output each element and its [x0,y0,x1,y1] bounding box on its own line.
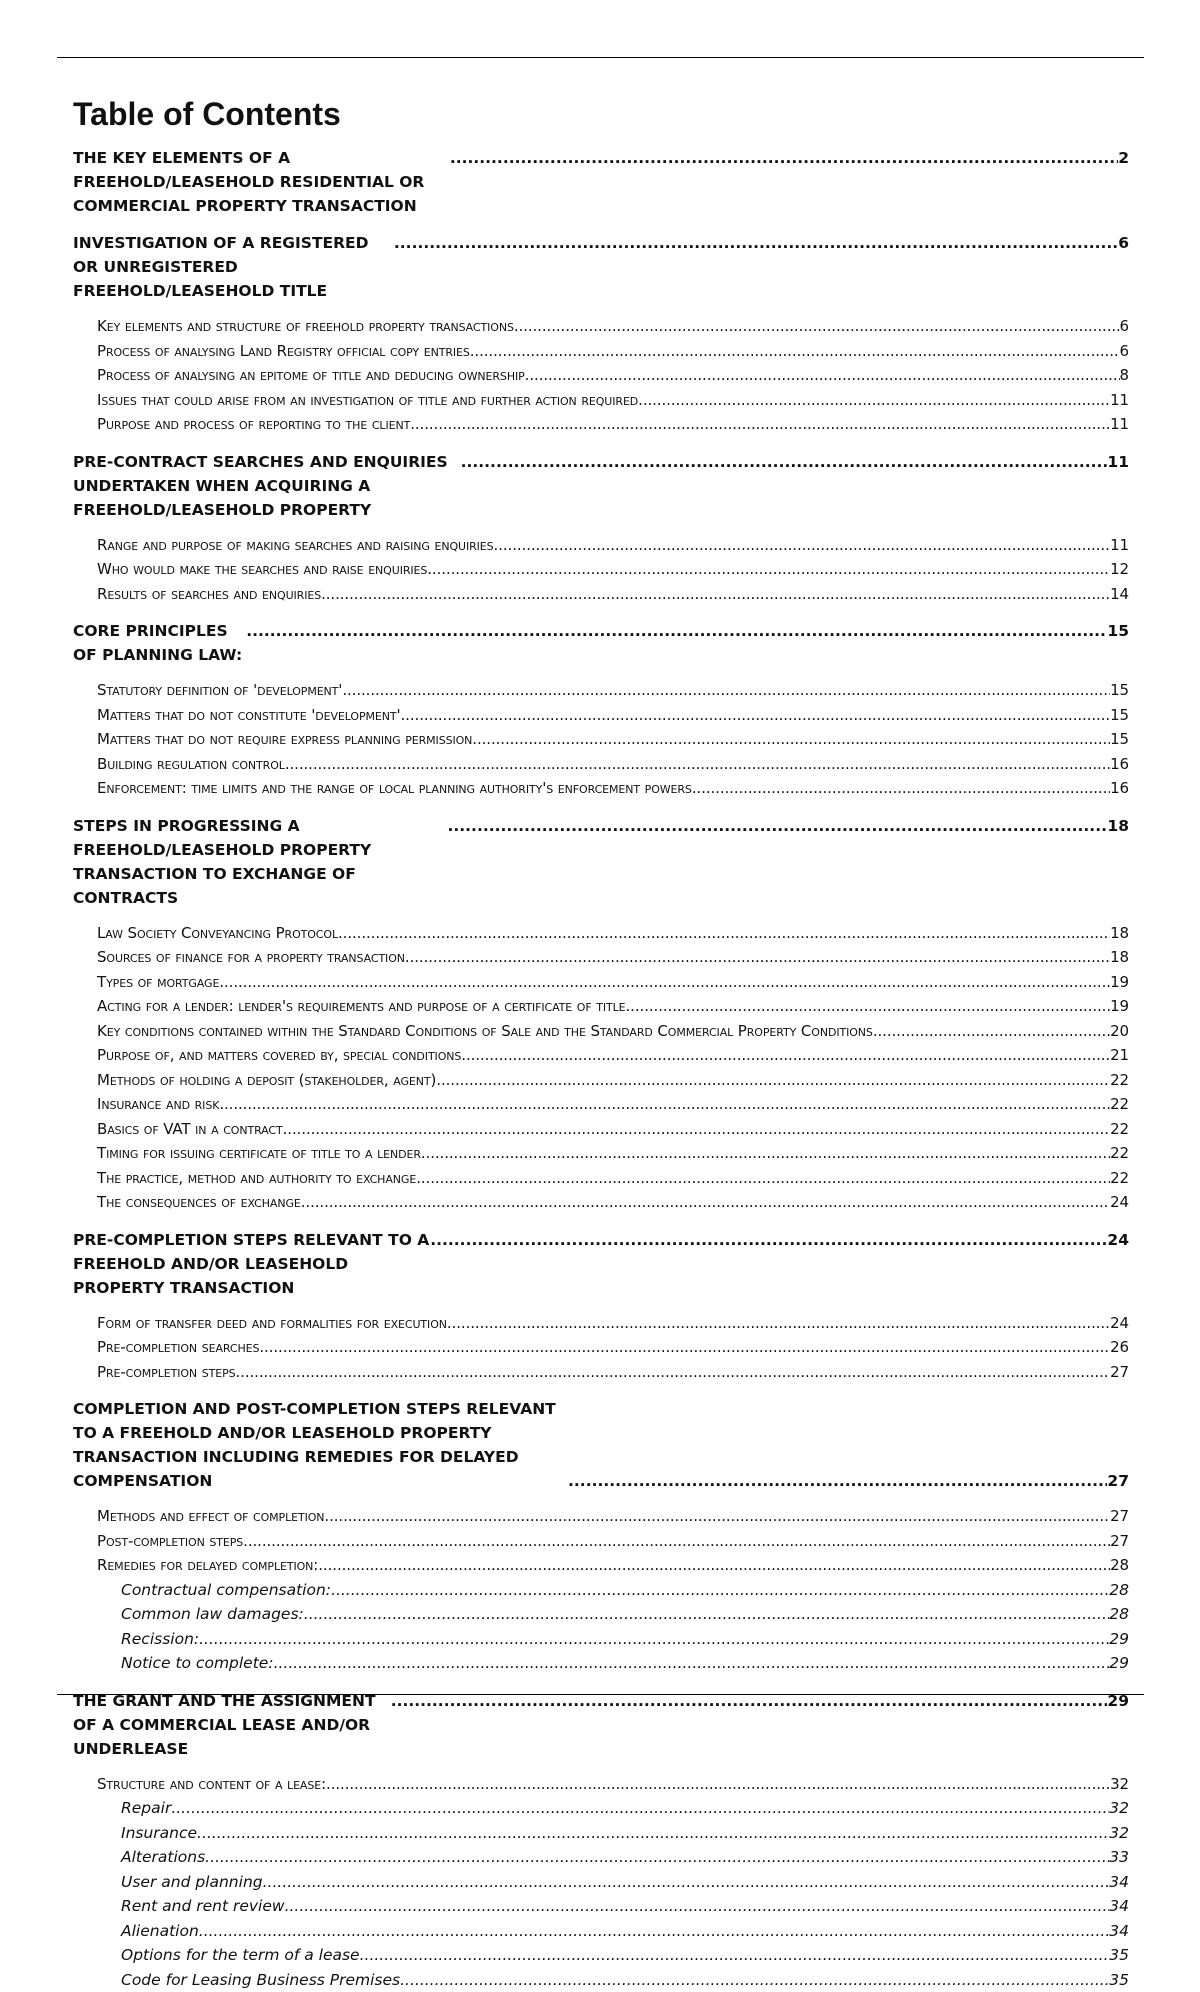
toc-section-entry[interactable] [73,814,1129,910]
toc-entry-text: Rent and rent review [121,1894,285,1919]
toc-page-number: 32 [1109,1821,1129,1846]
toc-entry-text: Issues that could arise from an investigation of title and further action required [97,388,638,413]
toc-dot-leader [400,1968,1109,1992]
toc-dot-leader [401,703,1111,728]
toc-dot-leader [430,1228,1107,1252]
toc-subsubsection-entry[interactable] [73,1870,1129,1895]
toc-page-number: 12 [1110,557,1129,582]
toc-subsection-entry[interactable] [73,1043,1129,1068]
toc-page-number: 24 [1107,1228,1129,1252]
toc-subsubsection-entry[interactable] [73,1894,1129,1919]
toc-entry-text: Sources of finance for a property transaction [97,945,405,970]
toc-section-entry[interactable] [73,146,1129,218]
page-title: Table of Contents [73,94,341,134]
toc-section-entry[interactable] [73,1397,1129,1493]
toc-dot-leader [461,450,1108,474]
toc-page-number: 15 [1107,619,1129,643]
toc-page-number: 6 [1120,314,1129,339]
toc-dot-leader [219,1092,1110,1117]
toc-subsubsection-entry[interactable] [73,1578,1129,1603]
toc-entry-text: Alienation [121,1919,199,1944]
toc-dot-leader [360,1943,1110,1968]
toc-page-number: 28 [1109,1602,1129,1627]
toc-entry-text: COMPLETION AND POST-COMPLETION STEPS RELEVANT TO A FREEHOLD AND/OR LEASEHOLD PROPERTY TRANSACTION INCLUDING REMEDIES FOR DELAYED COMPENSATION [73,1397,568,1493]
toc-entry-text: Remedies for delayed completion: [97,1553,318,1578]
footer-rule [57,1694,1144,1695]
toc-entry-text: Code for Leasing Business Premises [121,1968,400,1992]
toc-section-entry[interactable] [73,1228,1129,1300]
toc-dot-leader [873,1019,1110,1044]
toc-dot-leader [235,1360,1110,1385]
toc-subsection-entry[interactable] [73,582,1129,607]
toc-page-number: 18 [1110,921,1129,946]
toc-page-number: 11 [1110,388,1129,413]
toc-subsubsection-entry[interactable] [73,1845,1129,1870]
toc-page-number: 16 [1110,752,1129,777]
toc-page-number: 6 [1118,231,1129,255]
toc-entry-text: Form of transfer deed and formalities for execution [97,1311,447,1336]
toc-page-number: 11 [1110,533,1129,558]
toc-subsubsection-entry[interactable] [73,1602,1129,1627]
toc-entry-text: INVESTIGATION OF A REGISTERED OR UNREGISTERED FREEHOLD/LEASEHOLD TITLE [73,231,394,303]
toc-dot-leader [494,533,1111,558]
toc-dot-leader [472,727,1110,752]
toc-page-number: 29 [1109,1651,1129,1676]
toc-dot-leader [246,619,1107,643]
toc-page-number: 29 [1109,1627,1129,1652]
toc-entry-text: STEPS IN PROGRESSING A FREEHOLD/LEASEHOLD PROPERTY TRANSACTION TO EXCHANGE OF CONTRACTS [73,814,448,910]
toc-page-number: 22 [1110,1166,1129,1191]
toc-dot-leader [461,1043,1110,1068]
toc-dot-leader [626,994,1111,1019]
table-of-contents [73,146,1129,1992]
toc-page-number: 28 [1109,1578,1129,1603]
toc-entry-text: Post-completion steps [97,1529,243,1554]
toc-dot-leader [638,388,1110,413]
toc-subsection-entry[interactable] [73,1141,1129,1166]
toc-dot-leader [321,582,1110,607]
toc-page-number: 27 [1110,1529,1129,1554]
toc-entry-text: Repair [121,1796,171,1821]
toc-page-number: 26 [1110,1335,1129,1360]
toc-subsubsection-entry[interactable] [73,1821,1129,1846]
toc-subsection-entry[interactable] [73,776,1129,801]
toc-dot-leader [285,1894,1110,1919]
toc-dot-leader [450,146,1118,170]
toc-dot-leader [331,1578,1109,1603]
toc-subsubsection-entry[interactable] [73,1968,1129,1992]
toc-section-entry[interactable] [73,619,1129,667]
toc-page-number: 34 [1109,1919,1129,1944]
toc-dot-leader [243,1529,1110,1554]
toc-entry-text: Results of searches and enquiries [97,582,321,607]
toc-dot-leader [283,1117,1111,1142]
toc-dot-leader [285,752,1110,777]
toc-dot-leader [318,1553,1110,1578]
toc-entry-text: Alterations [121,1845,205,1870]
toc-dot-leader [304,1602,1110,1627]
toc-subsubsection-entry[interactable] [73,1627,1129,1652]
toc-dot-leader [274,1651,1110,1676]
toc-entry-text: CORE PRINCIPLES OF PLANNING LAW: [73,619,246,667]
toc-page-number: 35 [1109,1968,1129,1992]
toc-entry-text: Purpose and process of reporting to the client [97,412,410,437]
toc-page-number: 18 [1107,814,1129,838]
toc-page-number: 24 [1110,1311,1129,1336]
toc-page-number: 22 [1110,1141,1129,1166]
toc-entry-text: Matters that do not constitute 'development' [97,703,401,728]
toc-entry-text: Matters that do not require express planning permission [97,727,472,752]
toc-dot-leader [205,1845,1109,1870]
toc-subsection-entry[interactable] [73,945,1129,970]
toc-page-number: 14 [1110,582,1129,607]
toc-entry-text: Key elements and structure of freehold property transactions [97,314,514,339]
toc-section-entry[interactable] [73,1689,1129,1761]
toc-page-number: 20 [1110,1019,1129,1044]
toc-page-number: 27 [1110,1360,1129,1385]
toc-dot-leader [338,921,1110,946]
toc-dot-leader [525,363,1120,388]
toc-page-number: 32 [1109,1796,1129,1821]
toc-dot-leader [447,1311,1110,1336]
toc-page-number: 18 [1110,945,1129,970]
toc-page-number: 22 [1110,1068,1129,1093]
toc-subsection-entry[interactable] [73,363,1129,388]
toc-entry-text: Statutory definition of 'development' [97,678,342,703]
toc-dot-leader [436,1068,1110,1093]
toc-subsection-entry[interactable] [73,1529,1129,1554]
toc-subsection-entry[interactable] [73,1360,1129,1385]
toc-entry-text: Methods of holding a deposit (stakeholder, agent) [97,1068,436,1093]
toc-dot-leader [197,1821,1109,1846]
toc-subsection-entry[interactable] [73,1311,1129,1336]
toc-page-number: 11 [1110,412,1129,437]
toc-entry-text: Process of analysing Land Registry official copy entries [97,339,470,364]
toc-subsubsection-entry[interactable] [73,1651,1129,1676]
toc-page-number: 29 [1107,1689,1129,1713]
toc-entry-text: Recission: [121,1627,199,1652]
toc-subsubsection-entry[interactable] [73,1796,1129,1821]
toc-subsection-entry[interactable] [73,752,1129,777]
toc-subsection-entry[interactable] [73,1190,1129,1215]
toc-page-number: 34 [1109,1894,1129,1919]
toc-entry-text: Who would make the searches and raise enquiries [97,557,427,582]
toc-entry-text: PRE-COMPLETION STEPS RELEVANT TO A FREEHOLD AND/OR LEASEHOLD PROPERTY TRANSACTION [73,1228,430,1300]
toc-entry-text: THE KEY ELEMENTS OF A FREEHOLD/LEASEHOLD RESIDENTIAL OR COMMERCIAL PROPERTY TRANSACTION [73,146,450,218]
toc-page-number: 27 [1110,1504,1129,1529]
toc-entry-text: Basics of VAT in a contract [97,1117,283,1142]
toc-dot-leader [391,1689,1108,1713]
toc-page-number: 15 [1110,727,1129,752]
toc-subsection-entry[interactable] [73,1068,1129,1093]
header-rule [57,57,1144,58]
toc-subsection-entry[interactable] [73,970,1129,995]
toc-subsection-entry[interactable] [73,1117,1129,1142]
toc-page-number: 6 [1120,339,1129,364]
toc-subsection-entry[interactable] [73,533,1129,558]
toc-entry-text: Common law damages: [121,1602,304,1627]
toc-entry-text: Timing for issuing certificate of title to a lender [97,1141,421,1166]
toc-subsubsection-entry[interactable] [73,1919,1129,1944]
toc-dot-leader [171,1796,1109,1821]
toc-subsection-entry[interactable] [73,557,1129,582]
toc-subsection-entry[interactable] [73,314,1129,339]
toc-section-entry[interactable] [73,450,1129,522]
toc-entry-text: Insurance and risk [97,1092,219,1117]
toc-page-number: 24 [1110,1190,1129,1215]
toc-dot-leader [470,339,1120,364]
toc-entry-text: Purpose of, and matters covered by, special conditions [97,1043,461,1068]
toc-page-number: 15 [1110,703,1129,728]
toc-page-number: 34 [1109,1870,1129,1895]
toc-section-entry[interactable] [73,231,1129,303]
toc-entry-text: Structure and content of a lease: [97,1772,326,1797]
toc-dot-leader [421,1141,1110,1166]
toc-page-number: 32 [1110,1772,1129,1797]
toc-page-number: 16 [1110,776,1129,801]
toc-dot-leader [326,1772,1110,1797]
toc-dot-leader [394,231,1118,255]
toc-dot-leader [324,1504,1110,1529]
toc-subsection-entry[interactable] [73,1772,1129,1797]
toc-dot-leader [405,945,1110,970]
toc-entry-text: Key conditions contained within the Standard Conditions of Sale and the Standard Commercial Property Conditions [97,1019,873,1044]
toc-entry-text: Methods and effect of completion [97,1504,324,1529]
toc-dot-leader [427,557,1110,582]
toc-subsection-entry[interactable] [73,727,1129,752]
toc-subsubsection-entry[interactable] [73,1943,1129,1968]
toc-subsection-entry[interactable] [73,1092,1129,1117]
toc-subsection-entry[interactable] [73,1166,1129,1191]
toc-entry-text: Notice to complete: [121,1651,274,1676]
toc-entry-text: Pre-completion searches [97,1335,259,1360]
toc-entry-text: Options for the term of a lease [121,1943,360,1968]
toc-entry-text: Building regulation control [97,752,285,777]
toc-entry-text: Contractual compensation: [121,1578,331,1603]
toc-entry-text: The practice, method and authority to exchange [97,1166,416,1191]
toc-entry-text: Law Society Conveyancing Protocol [97,921,338,946]
toc-dot-leader [342,678,1110,703]
toc-entry-text: Insurance [121,1821,197,1846]
toc-page-number: 2 [1118,146,1129,170]
toc-entry-text: Acting for a lender: lender's requirements and purpose of a certificate of title [97,994,626,1019]
toc-subsection-entry[interactable] [73,388,1129,413]
toc-entry-text: THE GRANT AND THE ASSIGNMENT OF A COMMERCIAL LEASE AND/OR UNDERLEASE [73,1689,391,1761]
toc-entry-text: The consequences of exchange [97,1190,301,1215]
toc-dot-leader [219,970,1110,995]
toc-dot-leader [259,1335,1110,1360]
toc-entry-text: Types of mortgage [97,970,219,995]
toc-dot-leader [568,1469,1107,1493]
toc-page-number: 22 [1110,1117,1129,1142]
toc-entry-text: Range and purpose of making searches and raising enquiries [97,533,494,558]
toc-dot-leader [263,1870,1110,1895]
toc-subsection-entry[interactable] [73,412,1129,437]
toc-entry-text: User and planning [121,1870,263,1895]
toc-subsection-entry[interactable] [73,994,1129,1019]
toc-dot-leader [199,1919,1110,1944]
toc-subsection-entry[interactable] [73,678,1129,703]
toc-dot-leader [448,814,1108,838]
toc-page-number: 21 [1110,1043,1129,1068]
toc-subsection-entry[interactable] [73,1504,1129,1529]
toc-entry-text: Process of analysing an epitome of title and deducing ownership [97,363,525,388]
toc-page-number: 8 [1120,363,1129,388]
toc-page-number: 19 [1110,970,1129,995]
toc-subsection-entry[interactable] [73,921,1129,946]
toc-subsection-entry[interactable] [73,339,1129,364]
toc-entry-text: Pre-completion steps [97,1360,235,1385]
toc-subsection-entry[interactable] [73,703,1129,728]
toc-page-number: 35 [1109,1943,1129,1968]
toc-subsection-entry[interactable] [73,1019,1129,1044]
toc-dot-leader [514,314,1120,339]
toc-page-number: 15 [1110,678,1129,703]
toc-entry-text: Enforcement: time limits and the range of local planning authority's enforcement powers [97,776,692,801]
toc-page-number: 11 [1107,450,1129,474]
toc-dot-leader [410,412,1110,437]
toc-page-number: 27 [1107,1469,1129,1493]
toc-dot-leader [416,1166,1110,1191]
toc-page-number: 19 [1110,994,1129,1019]
toc-page-number: 33 [1109,1845,1129,1870]
toc-subsection-entry[interactable] [73,1335,1129,1360]
toc-entry-text: PRE-CONTRACT SEARCHES AND ENQUIRIES UNDERTAKEN WHEN ACQUIRING A FREEHOLD/LEASEHOLD PROPERTY [73,450,461,522]
toc-page-number: 22 [1110,1092,1129,1117]
toc-dot-leader [692,776,1110,801]
toc-subsection-entry[interactable] [73,1553,1129,1578]
toc-dot-leader [301,1190,1110,1215]
toc-dot-leader [199,1627,1109,1652]
toc-page-number: 28 [1110,1553,1129,1578]
